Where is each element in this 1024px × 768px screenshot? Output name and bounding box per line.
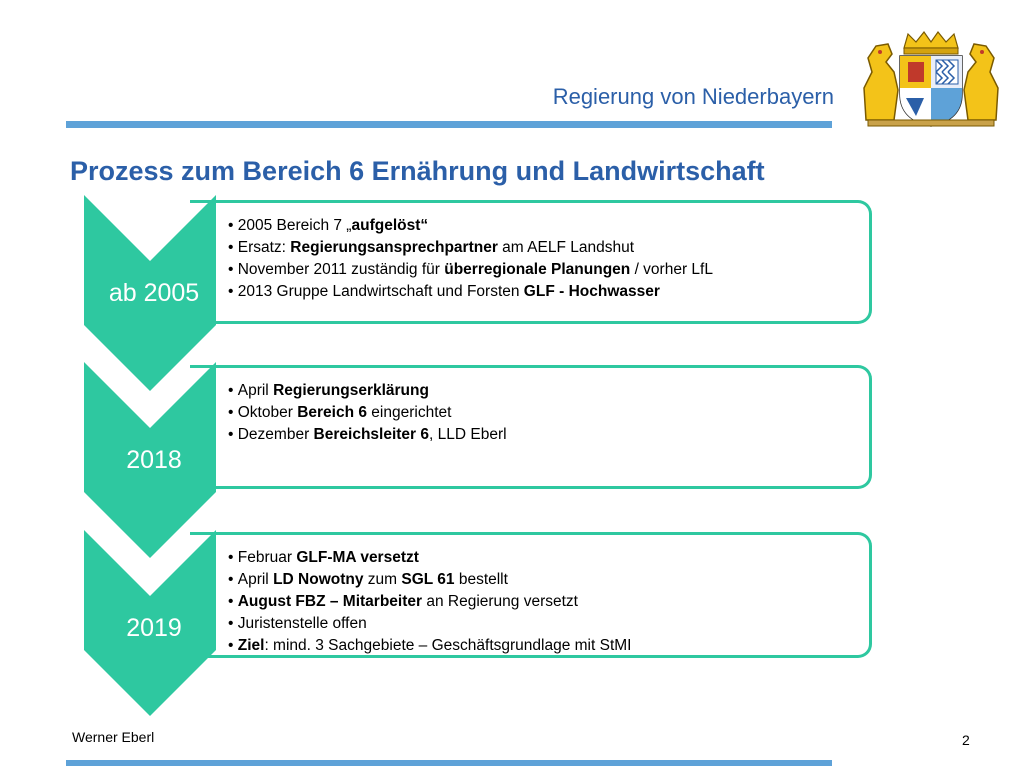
text-segment: April <box>237 382 274 399</box>
bold-text: Bereich 6 <box>297 404 367 421</box>
bold-text: GLF - Hochwasser <box>523 283 660 300</box>
bullet-item <box>228 424 855 446</box>
text-segment: April <box>237 571 274 588</box>
timeline-list-2019 <box>228 547 855 657</box>
bullet-item <box>228 613 855 635</box>
organization-title: Regierung von Niederbayern <box>552 84 834 109</box>
text-segment: bestellt <box>454 571 508 588</box>
bullet-item <box>228 237 855 259</box>
timeline-list-2005 <box>228 215 855 303</box>
bold-text: überregionale Planungen <box>444 261 631 278</box>
text-segment: November 2011 zuständig für <box>237 261 445 278</box>
bold-text: Regierungsansprechpartner <box>290 239 498 256</box>
bullet-item <box>228 380 855 402</box>
text-segment: am AELF Landshut <box>497 239 635 256</box>
footer-divider <box>66 760 832 766</box>
bullet-item <box>228 569 855 591</box>
bullet-item <box>228 635 855 657</box>
timeline-year-2019: 2019 <box>126 614 182 642</box>
bullet-item <box>228 591 855 613</box>
bold-text: Bereichsleiter 6 <box>313 426 430 443</box>
text-segment: Juristenstelle offen <box>237 615 367 632</box>
text-segment: zum <box>363 571 402 588</box>
text-segment: Dezember <box>237 426 314 443</box>
text-segment: eingerichtet <box>366 404 452 421</box>
slide-title: Prozess zum Bereich 6 Ernährung und Landwirtschaft <box>70 156 765 186</box>
text-segment: an Regierung versetzt <box>422 593 578 610</box>
text-segment: / vorher LfL <box>630 261 713 278</box>
bold-text: SGL 61 <box>401 571 455 588</box>
text-segment: Ersatz: <box>237 239 291 256</box>
page-number: 2 <box>962 732 970 748</box>
text-segment: , LLD Eberl <box>429 426 507 443</box>
timeline-list-2018 <box>228 380 855 446</box>
timeline-box-2005 <box>190 200 872 324</box>
bold-text: LD Nowotny <box>273 571 364 588</box>
bold-text: Ziel <box>237 637 265 654</box>
timeline-year-2018: 2018 <box>126 446 182 474</box>
bullet-item <box>228 259 855 281</box>
footer-author: Werner Eberl <box>72 729 155 745</box>
coat-of-arms-icon <box>858 28 1004 128</box>
header-divider <box>66 121 832 128</box>
text-segment: : mind. 3 Sachgebiete – Geschäftsgrundlage mit StMI <box>264 637 632 654</box>
bullet-item <box>228 547 855 569</box>
timeline-box-2018 <box>190 365 872 489</box>
timeline-year-2005: ab 2005 <box>108 279 200 307</box>
bold-text: Regierungserklärung <box>273 382 429 399</box>
timeline-box-2019 <box>190 532 872 658</box>
bold-text: aufgelöst“ <box>351 217 429 234</box>
bold-text: August FBZ – Mitarbeiter <box>237 593 423 610</box>
bullet-item <box>228 402 855 424</box>
text-segment: 2013 Gruppe Landwirtschaft und Forsten <box>237 283 524 300</box>
text-segment: Februar <box>237 549 297 566</box>
bullet-item <box>228 281 855 303</box>
text-segment: 2005 Bereich 7 „ <box>237 217 352 234</box>
bold-text: GLF-MA versetzt <box>296 549 419 566</box>
bullet-item <box>228 215 855 237</box>
text-segment: Oktober <box>237 404 298 421</box>
